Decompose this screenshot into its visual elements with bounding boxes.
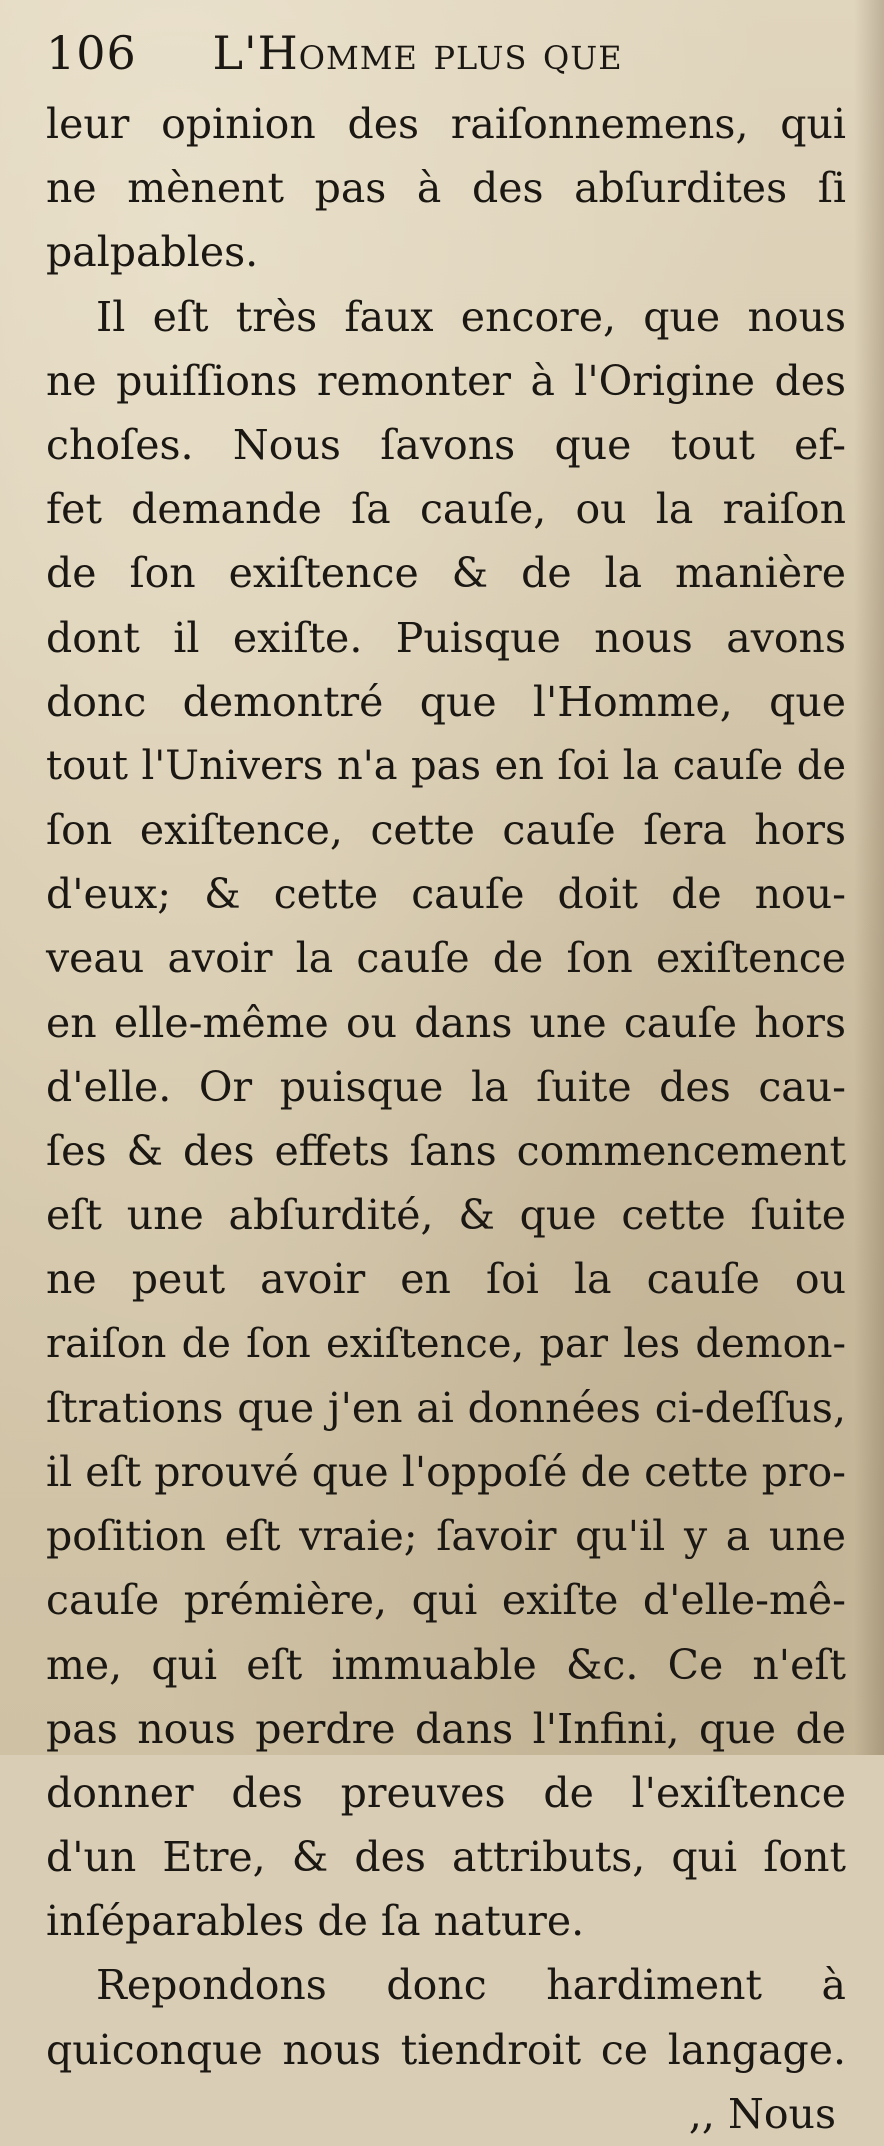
text-line: tout l'Univers n'a pas en ſoi la cauſe de xyxy=(46,742,846,789)
text-line: inſéparables de ſa nature. xyxy=(46,1897,585,1946)
catchword: ,, Nous xyxy=(688,2089,836,2138)
text-line: palpables. xyxy=(46,228,259,277)
text-line: ne peut avoir en ſoi la cauſe ou xyxy=(46,1255,846,1304)
text-line: poſition eſt vraie; ſavoir qu'il y a une xyxy=(46,1512,846,1561)
body-text xyxy=(46,92,846,2146)
text-line: cauſe prémière, qui exiſte d'elle-mê- xyxy=(46,1576,846,1625)
text-line: ſes & des effets ſans commencement xyxy=(46,1127,846,1175)
text-line: me, qui eſt immuable &c. Ce n'eſt xyxy=(46,1640,846,1689)
page-header xyxy=(46,18,846,88)
paragraph-start-line: Il eſt très faux encore, que nous xyxy=(96,292,846,341)
text-line: ne mènent pas à des abſurdites ſi xyxy=(46,164,846,213)
text-line: pas nous perdre dans l'Infini, que de xyxy=(46,1704,846,1753)
text-line: d'eux; & cette cauſe doit de nou- xyxy=(46,870,846,919)
page-number: 106 xyxy=(46,26,137,80)
text-line: quiconque nous tiendroit ce langage. xyxy=(46,2025,846,2074)
text-line: ſtrations que j'en ai données ci-deſſus, xyxy=(46,1383,846,1432)
running-title: L'Homme plus que xyxy=(212,26,623,80)
paragraph-start-line: Repondons donc hardiment à xyxy=(96,1961,846,2010)
text-line: donner des preuves de l'exiſtence xyxy=(46,1768,846,1817)
text-line: en elle-même ou dans une cauſe hors xyxy=(46,998,846,1047)
text-line: fet demande ſa cauſe, ou la raiſon xyxy=(46,485,846,534)
text-line: raiſon de ſon exiſtence, par les demon- xyxy=(46,1320,846,1367)
text-line: choſes. Nous ſavons que tout ef- xyxy=(46,420,846,469)
text-line: ſon exiſtence, cette cauſe ſera hors xyxy=(46,806,846,855)
text-line: d'elle. Or puisque la ſuite des cau- xyxy=(46,1062,846,1111)
text-line: veau avoir la cauſe de ſon exiſtence xyxy=(46,934,846,983)
text-line: donc demontré que l'Homme, que xyxy=(46,677,846,726)
text-line: eſt une abſurdité, & que cette ſuite xyxy=(46,1191,846,1240)
text-line: leur opinion des raiſonnemens, qui xyxy=(46,100,846,148)
text-line: ne puiſſions remonter à l'Origine des xyxy=(46,356,846,405)
text-line: d'un Etre, & des attributs, qui ſont xyxy=(46,1833,846,1882)
text-line: il eſt prouvé que l'oppoſé de cette pro- xyxy=(46,1447,846,1496)
text-line: dont il exiſte. Puisque nous avons xyxy=(46,613,846,662)
text-line: de ſon exiſtence & de la manière xyxy=(46,549,846,598)
